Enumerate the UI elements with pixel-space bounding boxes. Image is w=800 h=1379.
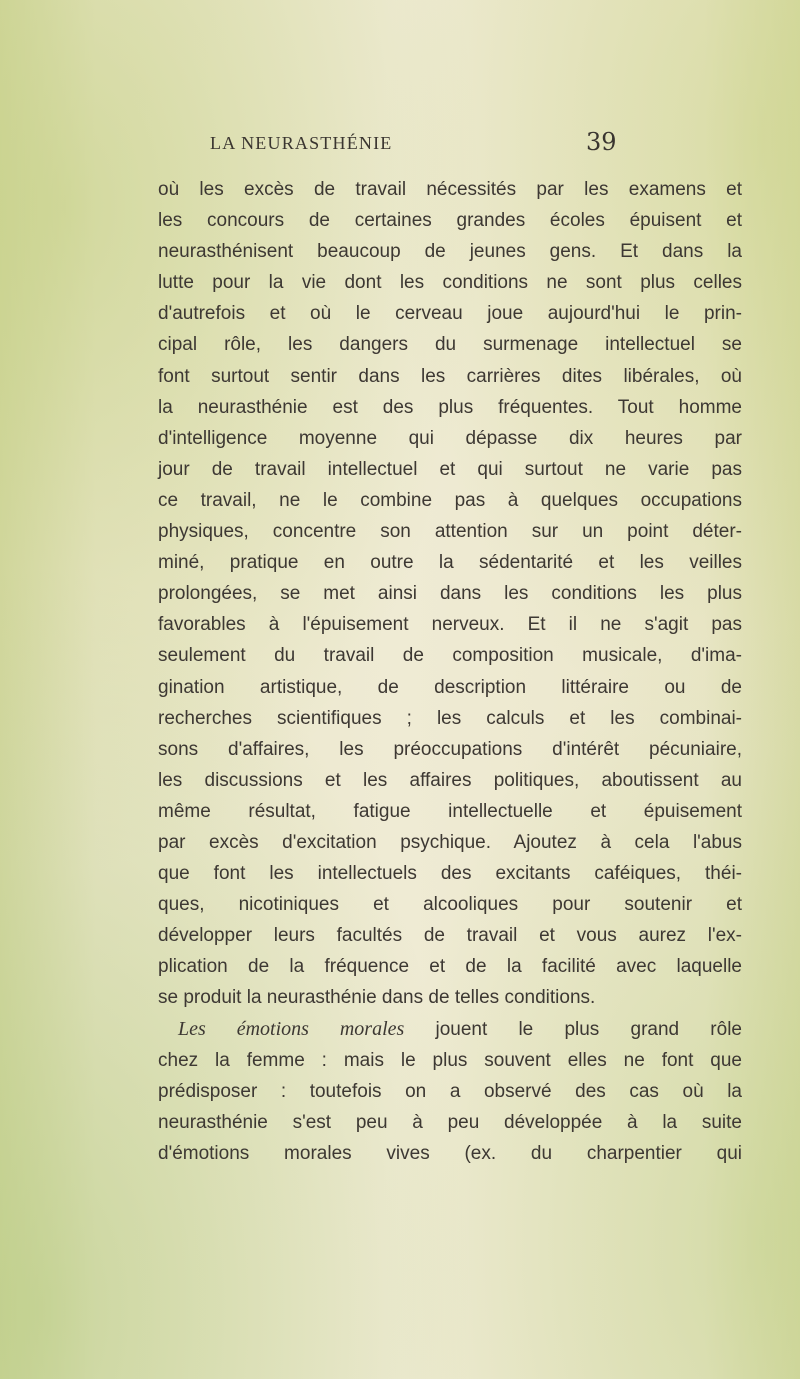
text-line: se produit la neurasthénie dans de telles conditions. <box>158 987 596 1009</box>
text-span: jouent le plus grand rôle <box>404 1018 742 1040</box>
text-line: où les excès de travail nécessités par les examens et <box>158 179 742 200</box>
text-line: développer leurs facultés de travail et vous aurez l'ex- <box>158 925 742 947</box>
paragraph-1 <box>158 174 742 1014</box>
text-line: miné, pratique en outre la sédentarité et les veilles <box>158 552 742 574</box>
text-line <box>158 1014 742 1045</box>
text-line: prolongées, se met ainsi dans les conditions les plus <box>158 583 742 605</box>
text-line: seulement du travail de composition musicale, d'ima- <box>158 645 742 667</box>
body-text <box>158 174 742 1169</box>
text-line: ce travail, ne le combine pas à quelques occupations <box>158 489 742 511</box>
text-line: gination artistique, de description littéraire ou de <box>158 676 742 698</box>
text-line: les discussions et les affaires politiques, aboutissent au <box>158 769 742 791</box>
text-line: favorables à l'épuisement nerveux. Et il ne s'agit pas <box>158 614 742 636</box>
page-number: 39 <box>586 128 617 156</box>
italic-term: Les émotions morales <box>178 1017 405 1040</box>
running-header <box>0 128 800 158</box>
text-line: neurasthénie s'est peu à peu développée à la suite <box>158 1111 742 1133</box>
text-line: d'intelligence moyenne qui dépasse dix heures par <box>158 427 742 449</box>
text-line: d'émotions morales vives (ex. du charpentier qui <box>158 1142 742 1164</box>
text-line: d'autrefois et où le cerveau joue aujourd'hui le prin- <box>158 303 742 325</box>
running-title: LA NEURASTHÉNIE <box>210 133 393 153</box>
text-line: recherches scientifiques ; les calculs et les combinai- <box>158 707 742 729</box>
text-line: font surtout sentir dans les carrières dites libérales, où <box>158 365 742 387</box>
text-line: prédisposer : toutefois on a observé des cas où la <box>158 1080 742 1102</box>
text-line: par excès d'excitation psychique. Ajoutez à cela l'abus <box>158 831 742 853</box>
text-line: sons d'affaires, les préoccupations d'intérêt pécuniaire, <box>158 738 742 760</box>
text-line: chez la femme : mais le plus souvent elles ne font que <box>158 1049 742 1071</box>
text-line: neurasthénisent beaucoup de jeunes gens. Et dans la <box>158 241 742 263</box>
text-line: jour de travail intellectuel et qui surtout ne varie pas <box>158 458 742 480</box>
text-line: cipal rôle, les dangers du surmenage intellectuel se <box>158 334 742 356</box>
text-line: plication de la fréquence et de la facilité avec laquelle <box>158 956 742 978</box>
text-line: physiques, concentre son attention sur un point déter- <box>158 521 742 543</box>
text-line: que font les intellectuels des excitants caféiques, théi- <box>158 863 742 885</box>
text-line: ques, nicotiniques et alcooliques pour soutenir et <box>158 894 742 916</box>
text-line: les concours de certaines grandes écoles épuisent et <box>158 210 742 232</box>
text-line: lutte pour la vie dont les conditions ne sont plus celles <box>158 272 742 294</box>
text-line: même résultat, fatigue intellectuelle et épuisement <box>158 800 742 822</box>
paragraph-2 <box>158 1014 742 1169</box>
text-line: la neurasthénie est des plus fréquentes. Tout homme <box>158 396 742 418</box>
